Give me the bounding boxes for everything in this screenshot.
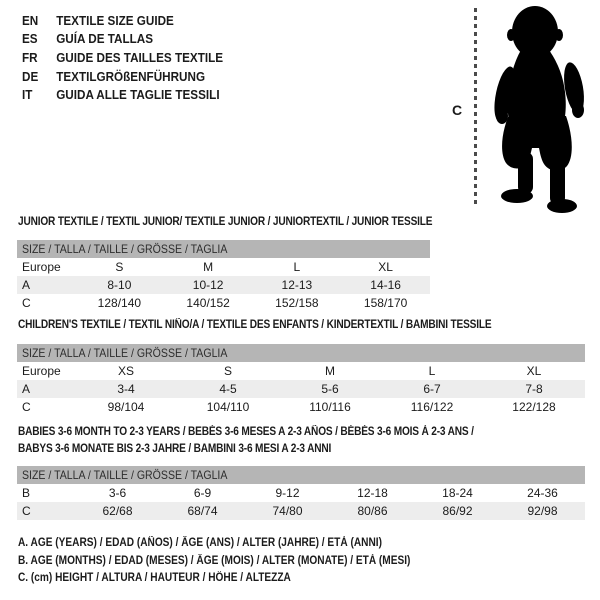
row-label: B [22, 486, 31, 500]
table-cell: 12-13 [281, 278, 313, 292]
table-cell: 8-10 [107, 278, 132, 292]
table-cell: 10-12 [192, 278, 224, 292]
junior-textile-section [17, 214, 433, 312]
table-cell: 80/86 [357, 504, 388, 518]
table-row [17, 362, 585, 380]
lang-code: ES [22, 31, 38, 47]
lang-code: EN [22, 12, 39, 28]
size-header-label: SIZE / TALLA / TAILLE / GRÖSSE / TAGLIA [22, 346, 228, 360]
language-title-list [22, 11, 245, 104]
table-row [17, 294, 430, 312]
lang-code: DE [22, 68, 39, 84]
table-cell: 116/122 [410, 400, 454, 414]
lang-title: TEXTILE SIZE GUIDE [56, 12, 174, 28]
section-title: CHILDREN'S TEXTILE / TEXTIL NIÑO/A / TEXTILE DES ENFANTS / KINDERTEXTIL / BAMBINI TESSILE [18, 319, 492, 331]
table-cell: S [223, 364, 232, 378]
table-cell: 5-6 [321, 382, 339, 396]
table-cell: 74/80 [272, 504, 303, 518]
table-cell: L [293, 260, 301, 274]
size-header-bar [17, 240, 430, 258]
lang-title: GUIDE DES TAILLES TEXTILE [56, 49, 224, 65]
footnote-c: C. (cm) HEIGHT / ALTURA / HAUTEUR / HÖHE / ALTEZZA [18, 572, 291, 585]
table-rows [17, 258, 430, 312]
table-cell: 3-4 [117, 382, 135, 396]
table-cell: 140/152 [186, 296, 230, 310]
table-row [17, 484, 585, 502]
table-cell: 110/116 [309, 400, 351, 414]
height-measure-dashed-line [474, 8, 477, 206]
section-title: JUNIOR TEXTILE / TEXTIL JUNIOR/ TEXTILE JUNIOR / JUNIORTEXTIL / JUNIOR TESSILE [18, 216, 433, 228]
footnote-a: A. AGE (YEARS) / EDAD (AÑOS) / ÂGE (ANS) / ALTER (JAHRE) / ETÀ (ANNI) [18, 537, 382, 549]
table-cell: 7-8 [525, 382, 543, 396]
row-label: A [22, 382, 31, 396]
table-cell: M [203, 260, 214, 274]
table-cell: 152/158 [275, 296, 319, 310]
section-title-line2: BABYS 3-6 MONATE BIS 2-3 JAHRE / BAMBINI 3-6 MESI A 2-3 ANNI [18, 443, 332, 455]
table-rows [17, 362, 585, 416]
lang-row-es [22, 30, 223, 49]
table-cell: XL [526, 364, 542, 378]
row-label: A [22, 278, 31, 292]
table-cell: 104/110 [206, 400, 250, 414]
table-row [17, 398, 585, 416]
junior-size-table [17, 240, 430, 312]
lang-row-en [22, 11, 223, 30]
lang-row-it [22, 85, 223, 104]
row-label: Europe [22, 260, 61, 274]
table-row [17, 276, 430, 294]
lang-title: TEXTILGRÖßENFÜHRUNG [56, 68, 206, 84]
row-label: C [22, 296, 31, 310]
table-rows [17, 484, 585, 520]
table-cell: 6-7 [423, 382, 441, 396]
lang-title: GUÍA DE TALLAS [56, 31, 154, 47]
measure-label-c: C [452, 102, 463, 118]
table-cell: 128/140 [97, 296, 142, 310]
table-cell: 12-18 [357, 486, 388, 500]
size-header-label: SIZE / TALLA / TAILLE / GRÖSSE / TAGLIA [22, 242, 228, 256]
table-cell: 24-36 [527, 486, 558, 500]
lang-row-de [22, 67, 223, 86]
table-cell: 122/128 [512, 400, 556, 414]
footnote-b: B. AGE (MONTHS) / EDAD (MESES) / ÂGE (MOIS) / ALTER (MONATE) / ETÀ (MESI) [18, 554, 411, 567]
table-cell: 9-12 [275, 486, 300, 500]
table-cell: M [325, 364, 335, 378]
size-header-label: SIZE / TALLA / TAILLE / GRÖSSE / TAGLIA [22, 468, 228, 482]
size-header-bar [17, 344, 585, 362]
table-cell: 158/170 [363, 296, 408, 310]
table-cell: 3-6 [108, 486, 127, 500]
children-size-table [17, 344, 585, 416]
baby-silhouette [481, 2, 595, 215]
table-cell: S [115, 260, 124, 274]
table-cell: 68/74 [187, 504, 218, 518]
table-cell: 86/92 [442, 504, 473, 518]
table-cell: L [428, 364, 436, 378]
row-label: C [22, 504, 31, 518]
lang-code: IT [22, 87, 33, 103]
lang-row-fr [22, 48, 223, 67]
table-cell: 92/98 [527, 504, 558, 518]
row-label: Europe [22, 364, 61, 378]
table-cell: 6-9 [193, 486, 212, 500]
children-textile-section [17, 317, 585, 416]
table-cell: 4-5 [219, 382, 237, 396]
section-title-line1: BABIES 3-6 MONTH TO 2-3 YEARS / BEBÉS 3-6 MESES A 2-3 AÑOS / BÉBÉS 3-6 MOIS À 2-3 ANS / [18, 426, 474, 438]
table-cell: XS [117, 364, 134, 378]
table-cell: 62/68 [102, 504, 133, 518]
row-label: C [22, 400, 31, 414]
lang-code: FR [22, 49, 38, 65]
lang-title: GUIDA ALLE TAGLIE TESSILI [56, 87, 220, 103]
table-row [17, 258, 430, 276]
table-row [17, 380, 585, 398]
babies-size-table [17, 466, 585, 520]
table-row [17, 502, 585, 520]
table-cell: 18-24 [442, 486, 473, 500]
size-header-bar [17, 466, 585, 484]
babies-textile-section [17, 424, 585, 520]
table-cell: 98/104 [107, 400, 145, 414]
table-cell: XL [378, 260, 393, 274]
table-cell: 14-16 [370, 278, 401, 292]
legend-footnotes [18, 535, 464, 588]
